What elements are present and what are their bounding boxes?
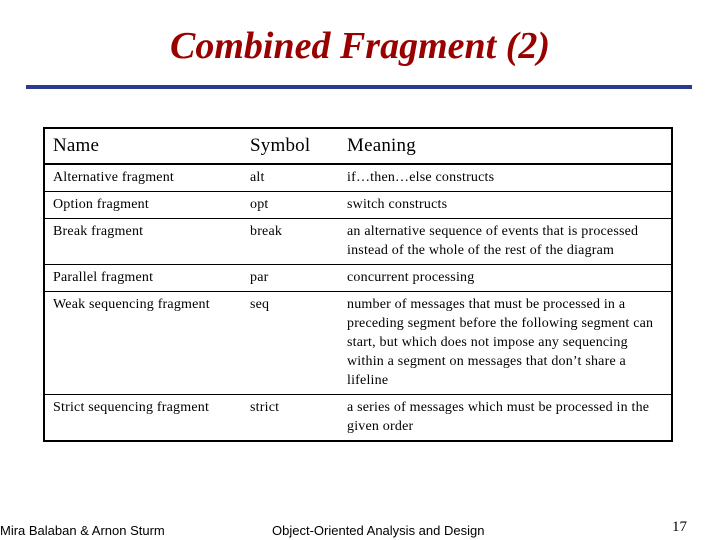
cell-symbol: seq [242,292,339,395]
cell-meaning: number of messages that must be processed in a preceding segment before the following segment can start, but which does not impose any sequencing within a segment on messages that don’t share a lifeline [339,292,672,395]
header-meaning: Meaning [339,128,672,164]
cell-symbol: strict [242,395,339,442]
cell-meaning: an alternative sequence of events that is processed instead of the whole of the rest of the diagram [339,219,672,265]
footer-course: Object-Oriented Analysis and Design [272,523,485,538]
cell-name: Break fragment [44,219,242,265]
page-number: 17 [672,519,687,535]
cell-name: Alternative fragment [44,164,242,192]
cell-symbol: opt [242,192,339,219]
cell-symbol: alt [242,164,339,192]
cell-meaning: switch constructs [339,192,672,219]
title-divider [26,85,692,89]
header-symbol: Symbol [242,128,339,164]
cell-name: Parallel fragment [44,265,242,292]
cell-name: Weak sequencing fragment [44,292,242,395]
table-row [44,265,672,292]
slide-title: Combined Fragment (2) [169,25,551,67]
cell-meaning: concurrent processing [339,265,672,292]
fragment-table [43,127,673,442]
table-row [44,292,672,395]
table-row [44,164,672,192]
table-row [44,395,672,442]
cell-meaning: if…then…else constructs [339,164,672,192]
cell-symbol: break [242,219,339,265]
footer-authors: Mira Balaban & Arnon Sturm [0,523,165,538]
cell-meaning: a series of messages which must be processed in the given order [339,395,672,442]
table-row [44,219,672,265]
table-row [44,192,672,219]
fragment-table-container [43,127,671,442]
cell-name: Option fragment [44,192,242,219]
table-header-row [44,128,672,164]
cell-name: Strict sequencing fragment [44,395,242,442]
header-name: Name [44,128,242,164]
cell-symbol: par [242,265,339,292]
